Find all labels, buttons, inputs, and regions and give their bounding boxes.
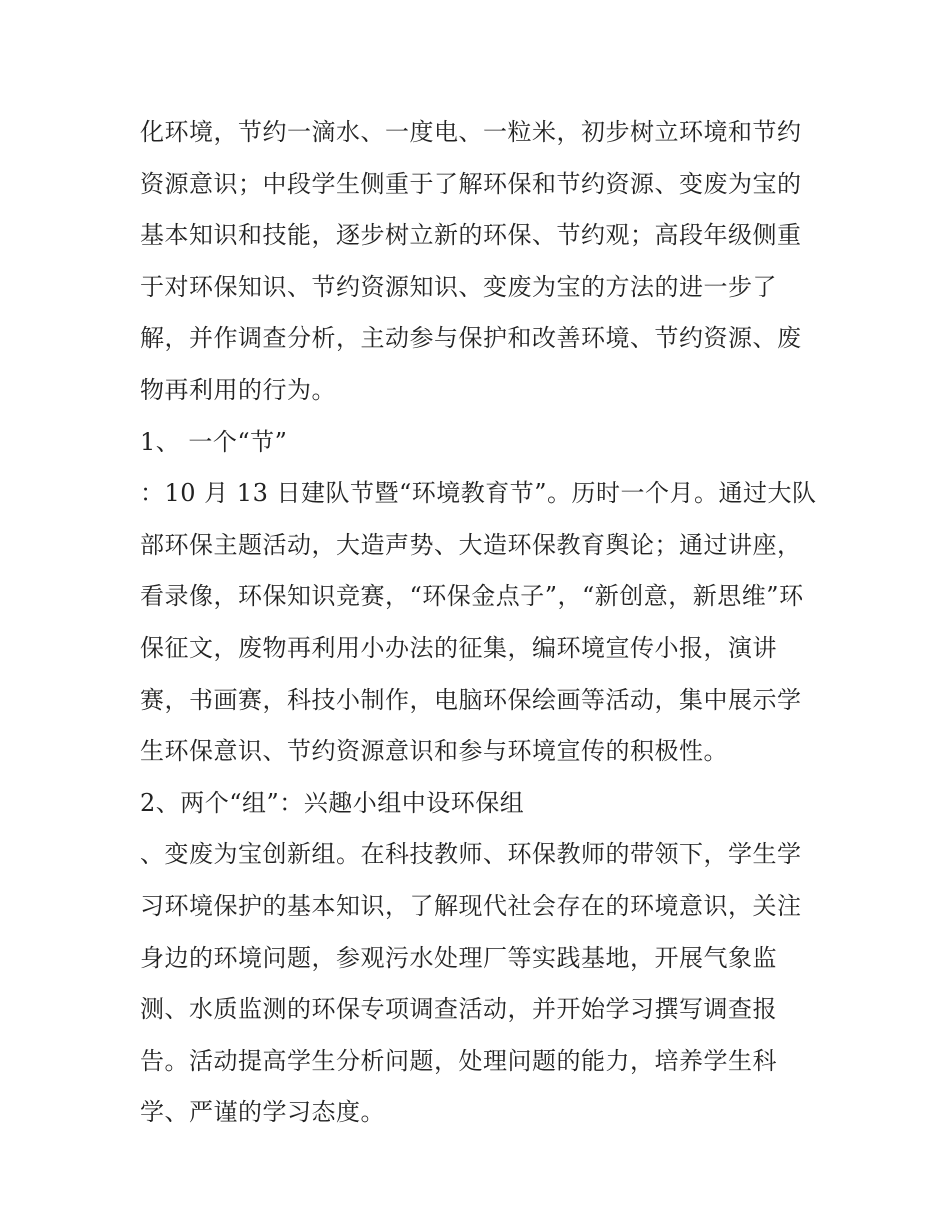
- text-line: 告。活动提高学生分析问题，处理问题的能力，培养学生科: [140, 1046, 777, 1075]
- text-line: 身边的环境问题，参观污水处理厂等实践基地，开展气象监: [140, 943, 777, 972]
- text-line: 习环境保护的基本知识，了解现代社会存在的环境意识，关注: [140, 891, 802, 920]
- section-heading-1: 1、 一个“节”: [140, 427, 288, 456]
- text-line: 物再利用的行为。: [140, 375, 336, 404]
- document-body: [140, 107, 820, 1139]
- text-line: ：10 月 13 日建队节暨“环境教育节”。历时一个月。通过大队: [140, 479, 817, 508]
- text-line: 部环保主题活动，大造声势、大造环保教育舆论；通过讲座，: [140, 530, 802, 559]
- text-line: 生环保意识、节约资源意识和参与环境宣传的积极性。: [140, 737, 728, 766]
- text-line: 测、水质监测的环保专项调查活动，并开始学习撰写调查报: [140, 995, 777, 1024]
- text-line: 基本知识和技能，逐步树立新的环保、节约观；高段年级侧重: [140, 221, 802, 250]
- text-line: 、变废为宝创新组。在科技教师、环保教师的带领下，学生学: [140, 840, 802, 869]
- text-line: 学、严谨的学习态度。: [140, 1098, 385, 1127]
- text-line: 于对环保知识、节约资源知识、变废为宝的方法的进一步了: [140, 272, 777, 301]
- text-line: 解，并作调查分析，主动参与保护和改善环境、节约资源、废: [140, 324, 802, 353]
- text-line: 资源意识；中段学生侧重于了解环保和节约资源、变废为宝的: [140, 169, 802, 198]
- text-line: 保征文，废物再利用小办法的征集，编环境宣传小报，演讲: [140, 633, 777, 662]
- text-line: 化环境，节约一滴水、一度电、一粒米，初步树立环境和节约: [140, 118, 802, 146]
- text-line: 看录像，环保知识竞赛，“环保金点子”，“新创意，新思维”环: [140, 582, 804, 611]
- section-heading-2: 2、两个“组”：兴趣小组中设环保组: [140, 788, 525, 817]
- text-line: 赛，书画赛，科技小制作，电脑环保绘画等活动，集中展示学: [140, 685, 802, 714]
